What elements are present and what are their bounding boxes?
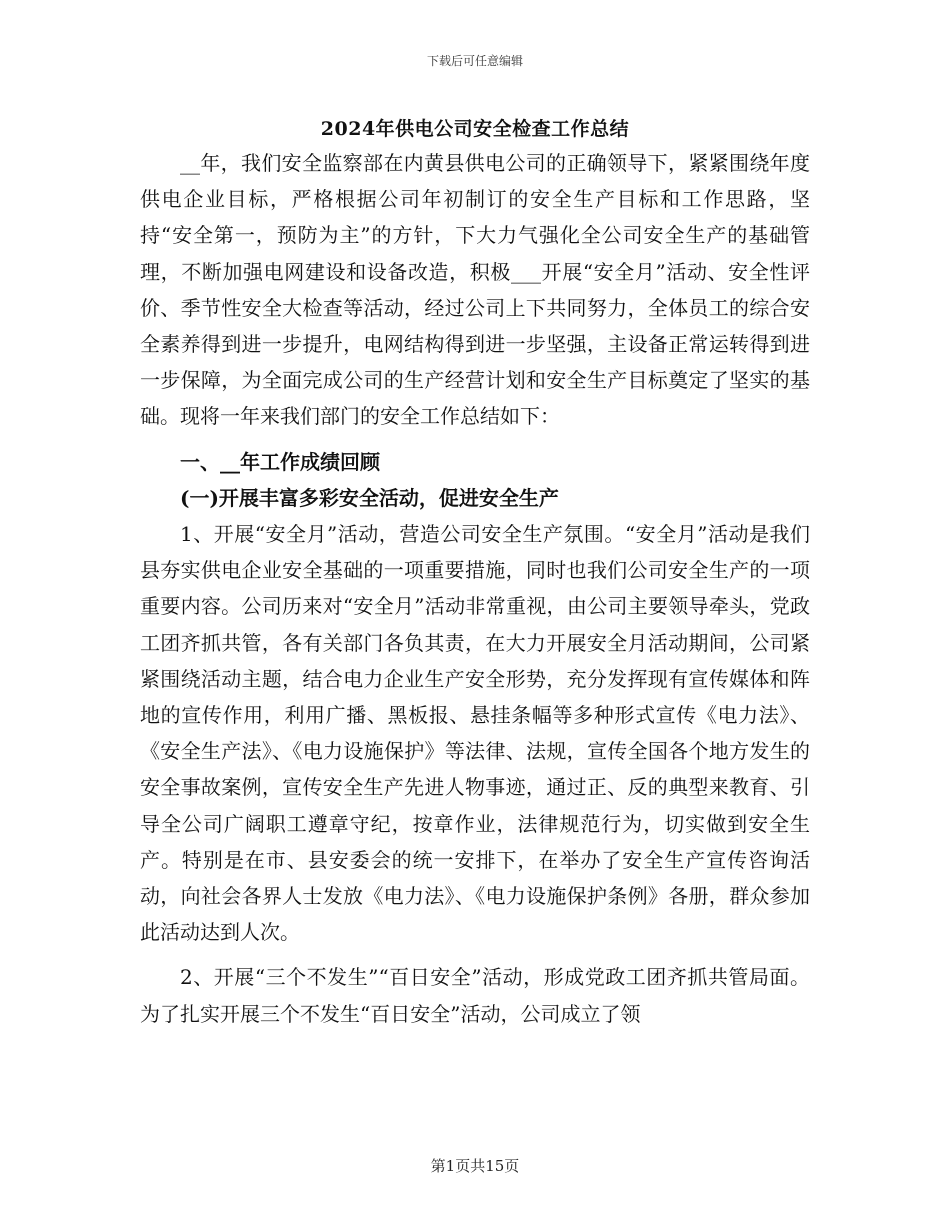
document-title: 2024年供电公司安全检查工作总结 bbox=[320, 118, 630, 140]
intro-paragraph: __年，我们安全监察部在内黄县供电公司的正确领导下，紧紧围绕年度供电企业目标，严格根据公司年初制订的安全生产目标和工作思路，坚持“安全第一，预防为主”的方针，下大力气强化全公司安全生产的基础管理，不断加强电网建设和设备改造，积极___开展“安全月”活动、安全性评价、季节性安全大检查等活动，经过公司上下共同努力，全体员工的综合安全素养得到进一步提升，电网结构得到进一步坚强，主设备正常运转得到进一步保障，为全面完成公司的生产经营计划和安全生产目标奠定了坚实的基础。现将一年来我们部门的安全工作总结如下： bbox=[140, 151, 810, 429]
page-number-footer: 第1页共15页 bbox=[430, 1157, 520, 1175]
document-body bbox=[140, 145, 810, 1032]
body-paragraph-1: 1、开展“安全月”活动，营造公司安全生产氛围。“安全月”活动是我们县夯实供电企业安全基础的一项重要措施，同时也我们公司安全生产的一项重要内容。公司历来对“安全月”活动非常重视，由公司主要领导牵头，党政工团齐抓共管，各有关部门各负其责，在大力开展安全月活动期间，公司紧紧围绕活动主题，结合电力企业生产安全形势，充分发挥现有宣传媒体和阵地的宣传作用，利用广播、黑板报、悬挂条幅等多种形式宣传《电力法》、《安全生产法》、《电力设施保护》等法律、法规，宣传全国各个地方发生的安全事故案例，宣传安全生产先进人物事迹，通过正、反的典型来教育、引导全公司广阔职工遵章守纪，按章作业，法律规范行为，切实做到安全生产。特别是在市、县安委会的统一安排下，在举办了安全生产宣传咨询活动，向社会各界人士发放《电力法》、《电力设施保护条例》各册，群众参加此活动达到人次。 bbox=[140, 522, 810, 945]
section-heading: 一、__年工作成绩回顾 bbox=[180, 449, 380, 474]
body-paragraph-2: 2、开展“三个不发生”“百日安全”活动，形成党政工团齐抓共管局面。为了扎实开展三个不发生“百日安全”活动，公司成立了领 bbox=[140, 965, 810, 1026]
subsection-heading: (一)开展丰富多彩安全活动，促进安全生产 bbox=[180, 485, 559, 510]
header-note: 下载后可任意编辑 bbox=[426, 54, 523, 68]
